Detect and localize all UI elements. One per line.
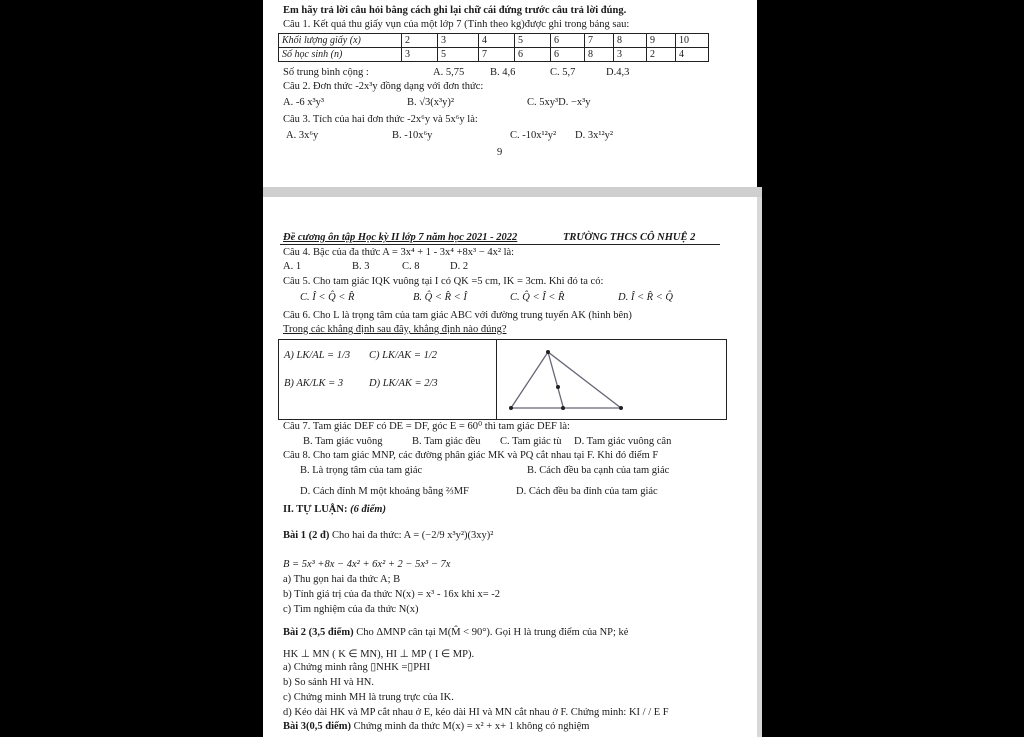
bai3-label: Bài 3(0,5 điểm)	[283, 721, 351, 732]
bai1-label: Bài 1 (2 đ)	[283, 530, 330, 541]
q4-option: C. 8	[402, 261, 420, 272]
table-cell: 3	[438, 34, 479, 48]
section2-points: (6 điểm)	[350, 504, 386, 515]
point-c	[619, 406, 623, 410]
table-cell: 3	[614, 48, 647, 62]
q5-option: C. Î < Q̂ < R̂	[300, 292, 355, 303]
q6-option: C) LK/AK = 1/2	[369, 350, 438, 361]
table-cell: Khối lượng giấy (x)	[279, 34, 402, 48]
q8-option: D. Cách đỉnh M một khoảng bằng ⅔MF	[300, 486, 469, 497]
q7-option: B. Tam giác vuông	[303, 436, 383, 447]
q8-text: Câu 8. Cho tam giác MNP, các đường phân giác MK và PQ cắt nhau tại F. Khi đó điểm F	[283, 450, 659, 461]
table-row	[279, 34, 709, 48]
q2-option: A. -6 x³y³	[283, 97, 325, 108]
q4-text: Câu 4. Bậc của đa thức A = 3x⁴ + 1 - 3x⁴ +8x³ − 4x² là:	[283, 247, 515, 258]
median-ak	[548, 352, 564, 410]
bai2-d: d) Kéo dài HK và MP cắt nhau ở E, kéo dài HI và MN cắt nhau ở F. Chứng minh: KI / / E F	[283, 707, 669, 718]
q5-text: Câu 5. Cho tam giác IQK vuông tại I có QK =5 cm, IK = 3cm. Khi đó ta có:	[283, 276, 604, 287]
q1-option: C. 5,7	[550, 67, 576, 78]
bai1-text: Cho hai đa thức: A = (−2/9 x³y²)(3xy)²	[332, 530, 494, 541]
section2-title-text: II. TỰ LUẬN:	[283, 504, 348, 515]
bai2-line2: HK ⊥ MN ( K ∈ MN), HI ⊥ MP ( I ∈ MP).	[283, 649, 475, 660]
q2-text: Câu 2. Đơn thức -2x³y đồng dạng với đơn thức:	[283, 81, 484, 92]
q4-option: D. 2	[450, 261, 469, 272]
q6-text: Câu 6. Cho L là trọng tâm của tam giác ABC với đường trung tuyến AK (hình bên)	[283, 310, 632, 321]
table-cell: 8	[585, 48, 614, 62]
q1-text: Câu 1. Kết quả thu giấy vụn của một lớp 7 (Tính theo kg)được ghi trong bảng sau:	[283, 19, 630, 30]
q7-text: Câu 7. Tam giác DEF có DE = DF, góc E = 60⁰ thì tam giác DEF là:	[283, 421, 570, 432]
bai2-text: Cho ΔMNP cân tại M(M̂ < 90°). Gọi H là trung điểm của NP; kẻ	[356, 627, 629, 638]
table-cell: 5	[515, 34, 551, 48]
bai2-label: Bài 2 (3,5 điểm)	[283, 627, 354, 638]
table-cell: 6	[551, 34, 585, 48]
table-cell: 10	[676, 34, 709, 48]
q3-option: A. 3x⁶y	[286, 130, 319, 141]
table-row	[279, 48, 709, 62]
q7-option: D. Tam giác vuông cân	[574, 436, 672, 447]
q5-option: C. Q̂ < Î < R̂	[510, 292, 565, 303]
table-cell: 9	[647, 34, 676, 48]
bai1-line	[283, 530, 493, 542]
bai1-b: B = 5x³ +8x − 4x² + 6x² + 2 − 5x³ − 7x	[283, 559, 451, 570]
triangle-figure	[497, 340, 725, 418]
q6-text2: Trong các khẳng định sau đây, khẳng định nào đúng?	[283, 324, 507, 335]
q4-option: A. 1	[283, 261, 302, 272]
triangle-abc	[511, 352, 621, 408]
table-cell: 7	[585, 34, 614, 48]
q8-option: D. Cách đều ba đỉnh của tam giác	[516, 486, 658, 497]
table-cell: 2	[402, 34, 438, 48]
header-right: TRƯỜNG THCS CÔ NHUỆ 2	[563, 232, 696, 243]
table-cell: 4	[479, 34, 515, 48]
q3-option: B. -10x⁶y	[392, 130, 433, 141]
header-left: Đề cương ôn tập Học kỳ II lớp 7 năm học 2021 - 2022	[283, 232, 518, 243]
q4-option: B. 3	[352, 261, 370, 272]
bai2-c: c) Chứng minh MH là trung trực của IK.	[283, 692, 454, 703]
q2-option: B. √3(x³y)²	[407, 97, 455, 108]
table-cell: 7	[479, 48, 515, 62]
q5-option: B. Q̂ < R̂ < Î	[413, 292, 467, 303]
q1-prompt: Số trung bình cộng :	[283, 67, 369, 78]
table-cell: 2	[647, 48, 676, 62]
q2-option: C. 5xy³D. −x³y	[527, 97, 591, 108]
q1-option: B. 4,6	[490, 67, 516, 78]
page-gap	[263, 187, 762, 197]
q3-text: Câu 3. Tích của hai đơn thức -2x⁶y và 5x⁶y là:	[283, 114, 478, 125]
point-l	[556, 385, 560, 389]
q6-option: D) LK/AK = 2/3	[369, 378, 438, 389]
bai3-line	[283, 721, 589, 733]
point-b	[509, 406, 513, 410]
bai2-line	[283, 627, 628, 639]
scrollbar[interactable]	[757, 197, 762, 737]
table-cell: 6	[515, 48, 551, 62]
q7-option: C. Tam giác tù	[500, 436, 562, 447]
point-k	[561, 406, 565, 410]
q6-option: B) AK/LK = 3	[284, 378, 344, 389]
table-cell: 4	[676, 48, 709, 62]
q7-option: B. Tam giác đều	[412, 436, 481, 447]
q1-table	[278, 33, 709, 62]
bai1-a: a) Thu gọn hai đa thức A; B	[283, 574, 401, 585]
table-cell: Số học sinh (n)	[279, 48, 402, 62]
table-cell: 5	[438, 48, 479, 62]
page-number: 9	[497, 147, 503, 158]
q3-option: D. 3x¹²y²	[575, 130, 614, 141]
header-divider	[280, 244, 720, 245]
bai3-text: Chứng minh đa thức M(x) = x² + x+ 1 không có nghiệm	[353, 721, 590, 732]
q6-option: A) LK/AL = 1/3	[284, 350, 351, 361]
table-cell: 8	[614, 34, 647, 48]
section2-title	[283, 504, 386, 516]
bai2-a: a) Chứng minh rằng ▯NHK =▯PHI	[283, 662, 431, 673]
table-cell: 6	[551, 48, 585, 62]
q8-option: B. Cách đều ba cạnh của tam giác	[527, 465, 670, 476]
instruction: Em hãy trả lời câu hỏi bằng cách ghi lại chữ cái đứng trước câu trả lời đúng.	[283, 5, 627, 16]
q1-option: D.4,3	[606, 67, 630, 78]
point-a	[546, 350, 550, 354]
bai1-c: c) Tìm nghiệm của đa thức N(x)	[283, 604, 419, 615]
table-cell: 3	[402, 48, 438, 62]
bai2-b: b) So sánh HI và HN.	[283, 677, 374, 688]
q5-option: D. Î < R̂ < Q̂	[618, 292, 673, 303]
bai1-b-part: b) Tính giá trị của đa thức N(x) = x³ - 16x khi x= -2	[283, 589, 501, 600]
q3-option: C. -10x¹²y²	[510, 130, 557, 141]
q8-option: B. Là trọng tâm của tam giác	[300, 465, 423, 476]
q1-option: A. 5,75	[433, 67, 465, 78]
q6-box	[278, 339, 727, 420]
